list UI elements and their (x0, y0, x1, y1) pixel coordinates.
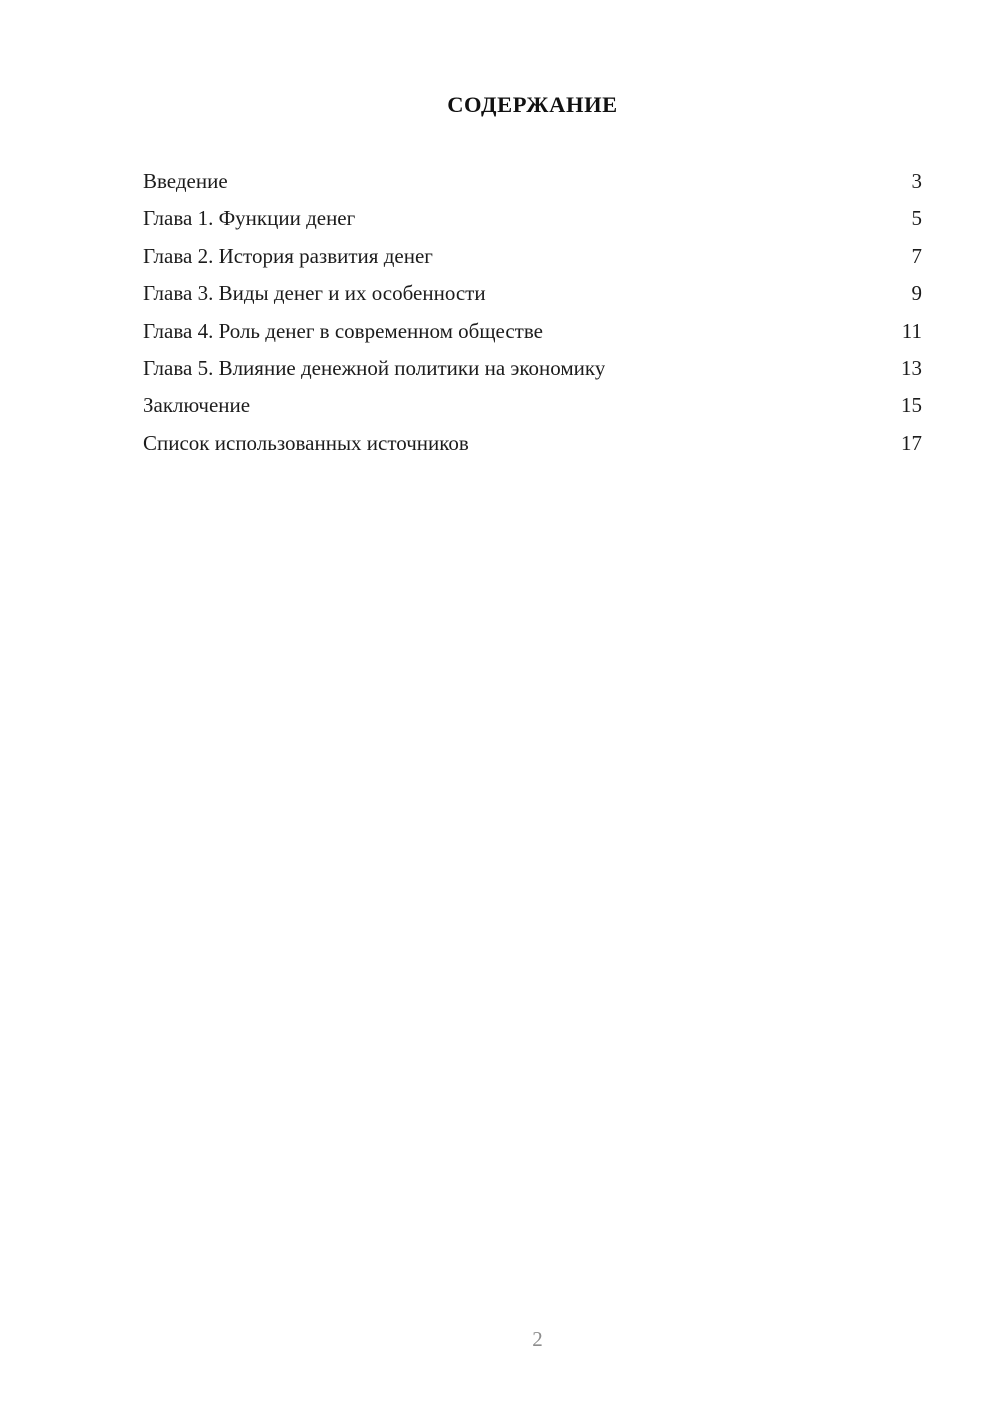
toc-entry-page-number: 5 (911, 206, 922, 231)
toc-entry[interactable] (143, 430, 922, 467)
toc-entry-page-number: 3 (911, 169, 922, 193)
toc-entry-title: Список использованных источников (143, 430, 469, 455)
toc-entry-title: Глава 5. Влияние денежной политики на экономику (143, 355, 606, 380)
toc-entry[interactable] (143, 280, 922, 317)
page-number-footer: 2 (532, 1327, 543, 1351)
toc-entry-title: Глава 3. Виды денег и их особенности (143, 281, 486, 306)
toc-entry[interactable] (143, 355, 922, 392)
toc-entry-title: Глава 4. Роль денег в современном обществе (143, 318, 543, 343)
toc-entry-page-number: 9 (911, 281, 922, 306)
toc-entry-title: Введение (143, 169, 228, 193)
toc-entry[interactable] (143, 243, 922, 280)
toc-entry-page-number: 17 (901, 430, 922, 455)
toc-entry[interactable] (143, 205, 922, 242)
toc-entry-page-number: 11 (901, 318, 922, 343)
toc-entry-title: Заключение (143, 393, 251, 418)
page-title: СОДЕРЖАНИЕ (447, 92, 618, 117)
toc-entry-title: Глава 2. История развития денег (143, 243, 433, 268)
toc-entry[interactable] (143, 392, 922, 429)
toc-entry-title: Глава 1. Функции денег (143, 206, 356, 231)
toc-entry[interactable] (143, 318, 922, 355)
table-of-contents (143, 168, 922, 467)
toc-entry-page-number: 13 (901, 355, 922, 380)
toc-entry-page-number: 15 (901, 393, 922, 418)
toc-entry-page-number: 7 (911, 243, 922, 268)
toc-entry[interactable] (143, 168, 922, 205)
